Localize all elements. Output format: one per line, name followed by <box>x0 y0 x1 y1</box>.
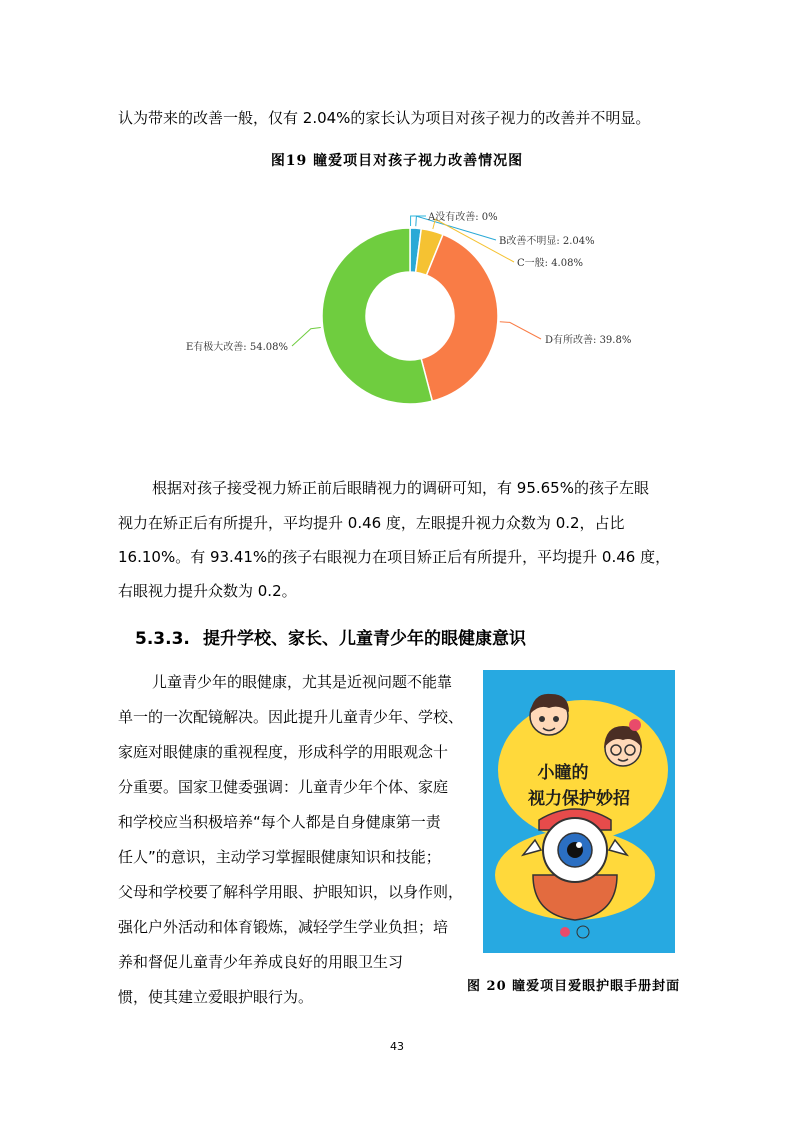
para2-line: 分重要。国家卫健委强调：儿童青少年个体、家庭 <box>118 778 449 796</box>
label-c: C一般: 4.08% <box>517 258 583 269</box>
intro-line: 认为带来的改善一般，仅有 2.04%的家长认为项目对孩子视力的改善并不明显。 <box>118 109 651 127</box>
para2-line: 强化户外活动和体育锻炼，减轻学生学业负担；培 <box>118 918 449 936</box>
para2-line: 惯，使其建立爱眼护眼行为。 <box>118 988 314 1006</box>
para2-line: 父母和学校要了解科学用眼、护眼知识，以身作则， <box>118 883 464 901</box>
cover-title-line2: 视力保护妙招 <box>528 789 630 809</box>
para2-line: 和学校应当积极培养“每个人都是自身健康第一责 <box>118 813 441 831</box>
para1-line: 16.10%。有 93.41%的孩子右眼视力在项目矫正后有所提升，平均提升 0.46 度， <box>118 548 671 566</box>
leader-line-d <box>500 322 541 339</box>
page-number: 43 <box>390 1040 404 1053</box>
para1-line: 根据对孩子接受视力矫正前后眼睛视力的调研可知，有 95.65%的孩子左眼 <box>152 479 649 497</box>
donut-chart <box>0 200 794 440</box>
para2-line: 任人”的意识，主动学习掌握眼健康知识和技能； <box>118 848 441 866</box>
boy-face-icon <box>530 694 569 735</box>
label-b: B改善不明显: 2.04% <box>499 236 595 247</box>
handbook-cover-image <box>483 670 675 953</box>
publisher-logos <box>560 926 589 938</box>
leader-line-e <box>292 328 321 346</box>
slice-d <box>421 234 498 401</box>
label-d: D有所改善: 39.8% <box>545 335 632 346</box>
figure-19-title: 图19 瞳爱项目对孩子视力改善情况图 <box>270 153 524 169</box>
para2-line: 养和督促儿童青少年养成良好的用眼卫生习 <box>118 953 404 971</box>
label-e: E有极大改善: 54.08% <box>186 342 288 353</box>
para2-line: 家庭对眼健康的重视程度，形成科学的用眼观念十 <box>118 743 449 761</box>
para2-line: 儿童青少年的眼健康，尤其是近视问题不能靠 <box>152 673 453 691</box>
label-a: A没有改善: 0% <box>428 212 498 223</box>
section-title: 提升学校、家长、儿童青少年的眼健康意识 <box>203 629 526 649</box>
para1-line: 右眼视力提升众数为 0.2。 <box>118 582 297 600</box>
leader-line-a <box>411 216 426 226</box>
figure-20-caption: 图 20 瞳爱项目爱眼护眼手册封面 <box>467 979 681 994</box>
section-heading <box>135 624 526 649</box>
section-number: 5.3.3. <box>135 629 190 649</box>
para2-line: 单一的一次配镜解决。因此提升儿童青少年、学校、 <box>118 708 464 726</box>
cover-title-line1: 小瞳的 <box>537 763 589 783</box>
para1-line: 视力在矫正后有所提升，平均提升 0.46 度，左眼提升视力众数为 0.2，占比 <box>118 514 625 532</box>
